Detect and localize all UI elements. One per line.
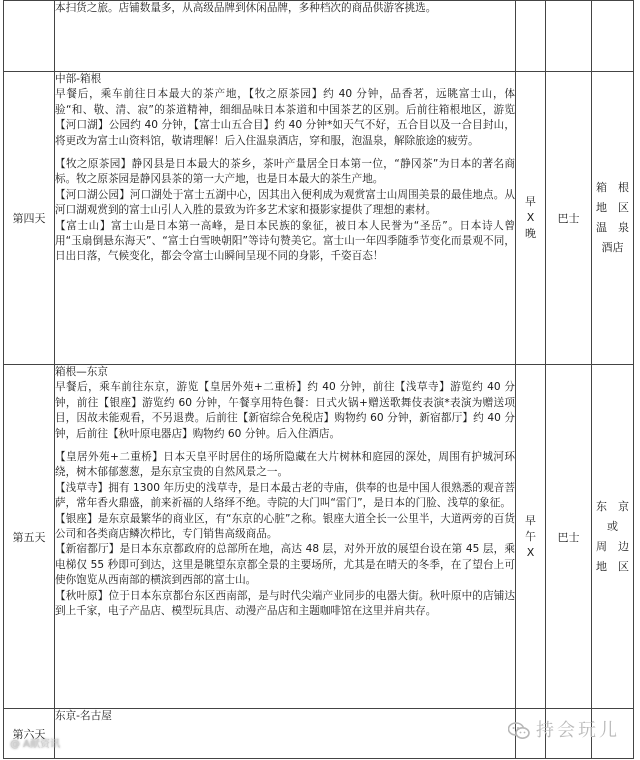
- hotel-cell: [592, 365, 634, 709]
- meal-cell: [516, 365, 546, 709]
- watermark-account: [508, 716, 620, 742]
- itinerary-paragraph: 本扫货之旅。店铺数量多，从高级品牌到休闲品牌，多种档次的商品供游客挑选。: [55, 2, 437, 14]
- attraction-description: 【牧之原茶园】静冈县是日本最大的茶乡，茶叶产量居全日本第一位，“静冈茶”为日本的著名商标。牧之原茶园是静冈县茶的第一大产地，也是日本最大的茶生产地。: [55, 158, 515, 186]
- meal-mark: X: [526, 545, 535, 559]
- hotel-line: 地 区: [596, 559, 629, 573]
- day-cell: [4, 1, 55, 72]
- route-title: 中部-箱根: [55, 73, 102, 85]
- transport-cell: 巴士: [546, 72, 592, 365]
- watermark-source: @ A献资讯: [10, 739, 61, 750]
- meal-mark: 早: [525, 195, 536, 208]
- attraction-description: 【新宿都厅】是日本东京都政府的总部所在地，高达 48 层，对外开放的展望台设在第 45 层，乘电梯仅 55 秒即可到达，这里是眺望东京都全景的主要场所，尤其是在晴天的冬季，在了望台上可使你饱览从西南部的横滨到西部的富士山。: [55, 543, 515, 587]
- hotel-line: 周 边: [596, 539, 629, 553]
- attraction-description: 【浅草寺】拥有 1300 年历史的浅草寺，是日本最古老的寺庙，供奉的也是中国人很熟悉的观音菩萨，常年香火鼎盛，前来祈福的人络绎不绝。寺院的大门叫“雷门”，是日本的门脸、浅草的象征。: [55, 481, 515, 510]
- attraction-description: 【银座】是东京最繁华的商业区，有“东京的心脏”之称。银座大道全长一公里半，大道两旁的百货公司和各类商店鳞次栉比，专门销售高级商品。: [55, 512, 515, 541]
- hotel-line: 箱 根: [596, 181, 629, 194]
- itinerary-content: [55, 365, 516, 709]
- watermark-account-text: 持会玩儿: [536, 720, 620, 741]
- attraction-description: 【秋叶原】位于日本东京都台东区西南部，是与时代尖端产业同步的电器大街。秋叶原中的店铺达到上千家，电子产品店、模型玩具店、动漫产品店和主题咖啡馆在这里并肩共存。: [55, 589, 515, 618]
- attraction-description: 【富士山】富士山是日本第一高峰，是日本民族的象征，被日本人民誉为“圣岳”。日本诗人曾用“玉扇倒悬东海天”、“富士白雪映朝阳”等诗句赞美它。富士山一年四季随季节变化而景观不同，日出日落，气候变化，都会令富士山瞬间呈现不同的身影，千姿百态！: [55, 219, 515, 263]
- wechat-icon: [508, 722, 530, 740]
- itinerary-row: [4, 1, 634, 72]
- route-title: 东京-名古屋: [55, 710, 112, 722]
- hotel-line: 东 京: [596, 499, 629, 513]
- itinerary-content: [55, 72, 516, 365]
- hotel-cell: [592, 1, 634, 72]
- meal-cell: [516, 72, 546, 365]
- attraction-description: 【河口湖公园】河口湖处于富士五湖中心，因其出入便利成为观赏富士山周围美景的最佳地点。从河口湖观赏到的富士山引人入胜的景致为许多艺术家和摄影家提供了理想的素材。: [55, 188, 515, 217]
- hotel-cell: [592, 72, 634, 365]
- day-cell: 第四天: [4, 72, 55, 365]
- itinerary-paragraph: 早餐后，乘车前往东京，游览【皇居外苑+二重桥】约 40 分钟，前往【浅草寺】游览约 40 分钟，前往【银座】游览约 60 分钟，午餐享用特色餐：日式火锅+赠送歌舞伎表演*表演为赠送项目，因故未能观看，不另退费。后前往【新宿综合免税店】购物约 60 分钟，新宿都厅】约 40 分钟，后前往【秋叶原电器店】购物约 60 分钟。后入住酒店。: [55, 381, 515, 440]
- itinerary-table: [3, 0, 634, 759]
- itinerary-row: [4, 365, 634, 709]
- hotel-line: 或: [607, 519, 618, 533]
- itinerary-row: [4, 72, 634, 365]
- day-cell: 第六天: [4, 709, 55, 759]
- meal-cell: [516, 1, 546, 72]
- meal-mark: 早: [525, 513, 536, 527]
- meal-mark: 午: [525, 529, 536, 543]
- hotel-line: 地 区: [596, 201, 629, 214]
- itinerary-content: [55, 1, 516, 72]
- hotel-line: 温 泉: [596, 221, 629, 234]
- hotel-line: 酒店: [601, 241, 624, 254]
- meal-mark: 晚: [525, 227, 536, 240]
- transport-cell: [546, 1, 592, 72]
- itinerary-paragraph: 早餐后，乘车前往日本最大的茶产地，【牧之原茶园】约 40 分钟，品香茗，远眺富士山，体验“和、敬、清、寂”的茶道精神，细细品味日本茶道和中国茶艺的区别。后前往箱根地区，游览【河口湖】公园约 40 分钟，【富士山五合目】约 40 分钟*如天气不好，五合目以及一合目封山， 将更改为富士山资料馆，敬请理解！后入住温泉酒店，穿和服，泡温泉，解除旅途的疲劳。: [55, 88, 515, 147]
- attraction-description: 【皇居外苑+二重桥】日本天皇平时居住的场所隐藏在大片树林和庭园的深处，周围有护城河环绕，树木郁郁葱葱，是东京宝贵的自然风景之一。: [55, 451, 515, 479]
- route-title: 箱根—东京: [55, 366, 108, 378]
- transport-cell: 巴士: [546, 365, 592, 709]
- itinerary-content: [55, 709, 516, 759]
- day-cell: 第五天: [4, 365, 55, 709]
- meal-mark: X: [526, 211, 535, 224]
